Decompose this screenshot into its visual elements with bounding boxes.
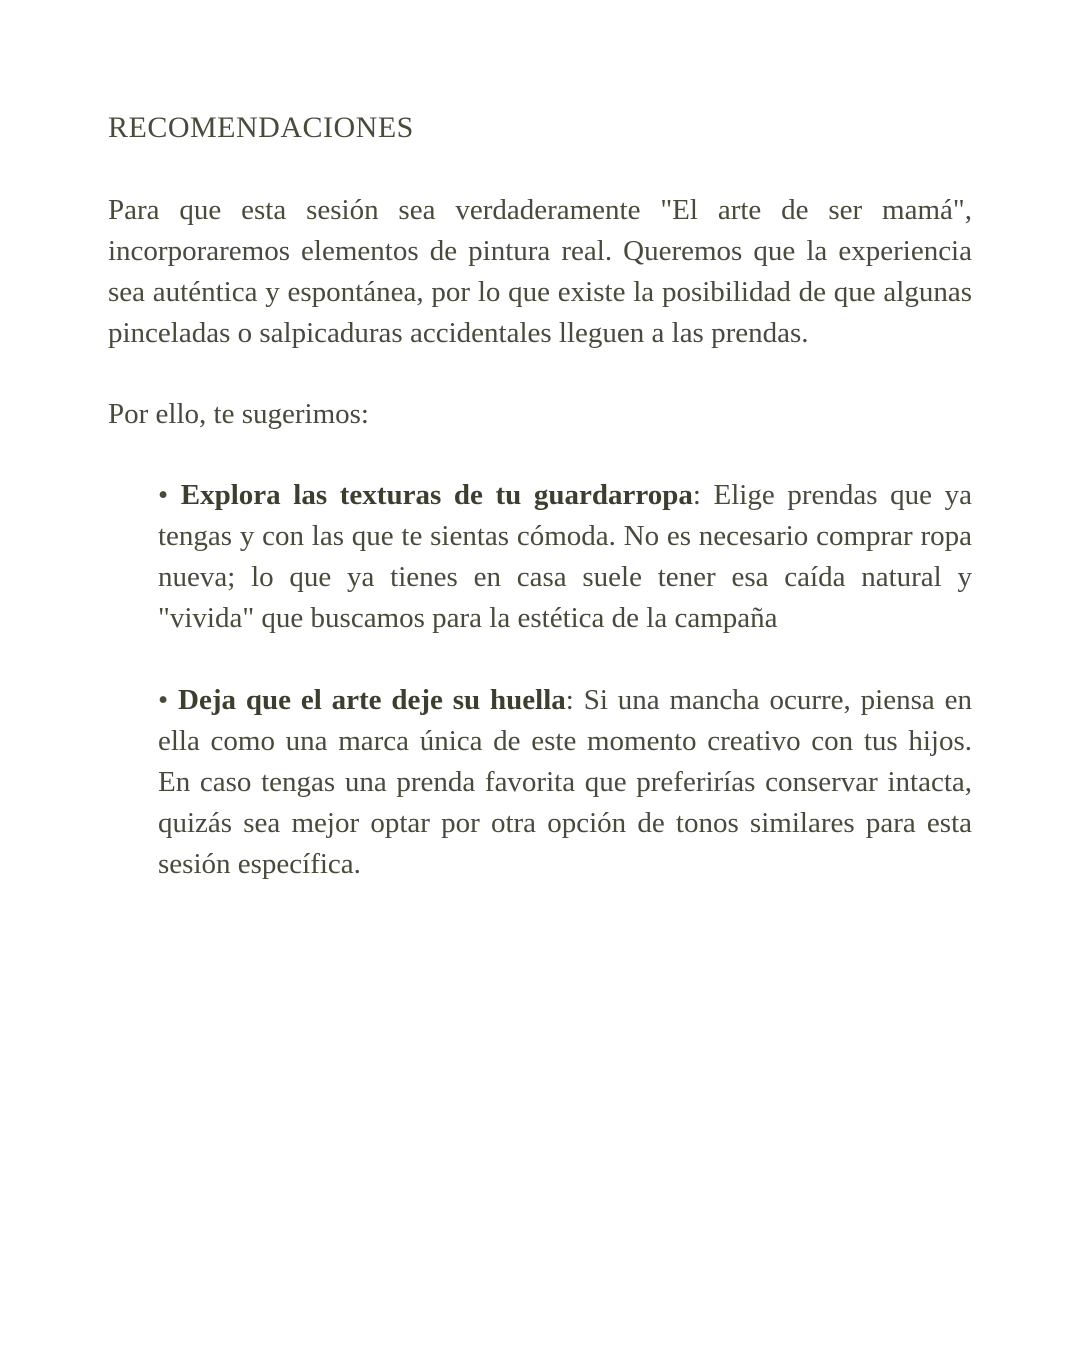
suggestion-text: : Elige prendas que ya tengas y con las que te sientas cómoda. No es necesario comprar ropa nueva; lo que ya tienes en casa suele tener esa caída natural y "vivida" que buscamos para la estética de la campaña	[158, 479, 972, 634]
bullet-marker: •	[158, 684, 169, 716]
suggestion-item	[158, 680, 972, 885]
intro-paragraph: Para que esta sesión sea verdaderamente "El arte de ser mamá", incorporaremos elementos de pintura real. Queremos que la experiencia sea auténtica y espontánea, por lo que existe la posibilidad de que algunas pinceladas o salpicaduras accidentales lleguen a las prendas.	[108, 194, 972, 349]
suggestion-item	[158, 475, 972, 639]
suggestion-text: : Si una mancha ocurre, piensa en ella como una marca única de este momento creativo con tus hijos. En caso tengas una prenda favorita que preferirías conservar intacta, quizás sea mejor optar por otra opción de tonos similares para esta sesión específica.	[158, 684, 972, 880]
section-heading: RECOMENDACIONES	[108, 111, 414, 144]
suggestion-term: Explora las texturas de tu guardarropa	[180, 479, 693, 511]
suggestion-term: Deja que el arte deje su huella	[178, 684, 566, 716]
suggestions-intro: Por ello, te sugerimos:	[108, 398, 369, 430]
bullet-marker: •	[158, 479, 169, 511]
suggestions-list	[108, 475, 972, 885]
document-page	[108, 108, 972, 926]
